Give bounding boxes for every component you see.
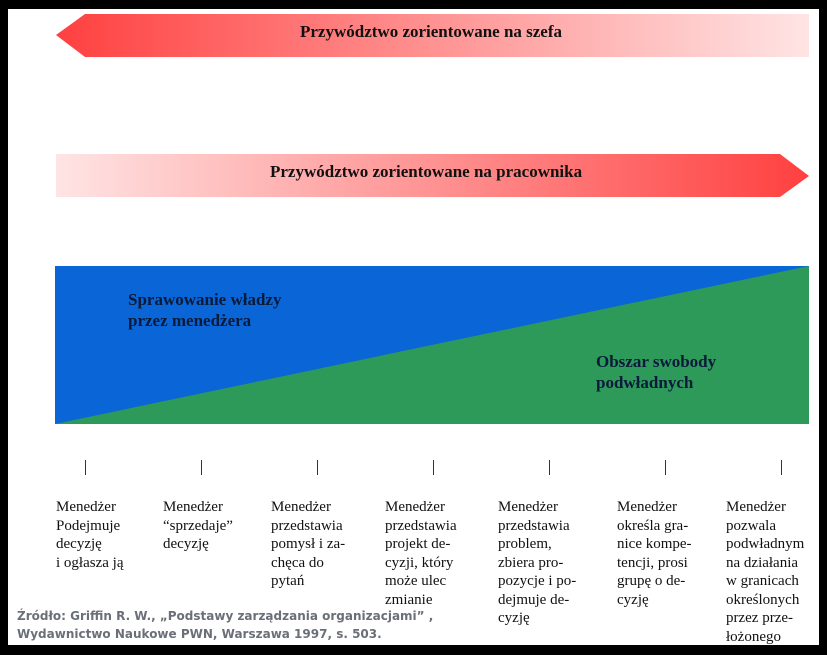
style-description: Menedżer pozwala podwładnym na działania w granicach określonych przez prze- łożonego: [726, 499, 805, 645]
employee-arrow-label: Przywództwo zorientowane na pracownika: [270, 162, 583, 181]
style-description: Menedżer przedstawia pomysł i za- chęca do pytań: [271, 499, 346, 589]
scale-tick: [317, 460, 318, 475]
style-description: Menedżer “sprzedaje” decyzję: [163, 499, 233, 552]
source-line-1: Źródło: Griffin R. W., „Podstawy zarządzania organizacjami” ,: [17, 609, 434, 623]
scale-tick: [549, 460, 550, 475]
manager-power-label-1: Sprawowanie władzy: [128, 290, 282, 309]
style-description: Menedżer przedstawia projekt de- cyzji, który może ulec zmianie: [385, 499, 457, 608]
style-description: Menedżer przedstawia problem, zbiera pro- pozycje i po- dejmuje de- cyzję: [498, 499, 577, 626]
scale-tick: [665, 460, 666, 475]
boss-arrow-label: Przywództwo zorientowane na szefa: [300, 22, 563, 41]
source-line-2: Wydawnictwo Naukowe PWN, Warszawa 1997, s. 503.: [17, 627, 382, 641]
style-description: Menedżer Podejmuje decyzję i ogłasza ją: [56, 499, 124, 571]
scale-tick: [433, 460, 434, 475]
scale-tick: [201, 460, 202, 475]
style-description: Menedżer określa gra- nice kompe- tencji, prosi grupę o de- cyzję: [617, 499, 692, 608]
scale-tick: [781, 460, 782, 475]
freedom-label-1: Obszar swobody: [596, 352, 717, 371]
scale-tick: [85, 460, 86, 475]
source-citation: [17, 607, 433, 643]
freedom-label-2: podwładnych: [596, 373, 694, 392]
manager-power-label-2: przez menedżera: [128, 311, 252, 330]
